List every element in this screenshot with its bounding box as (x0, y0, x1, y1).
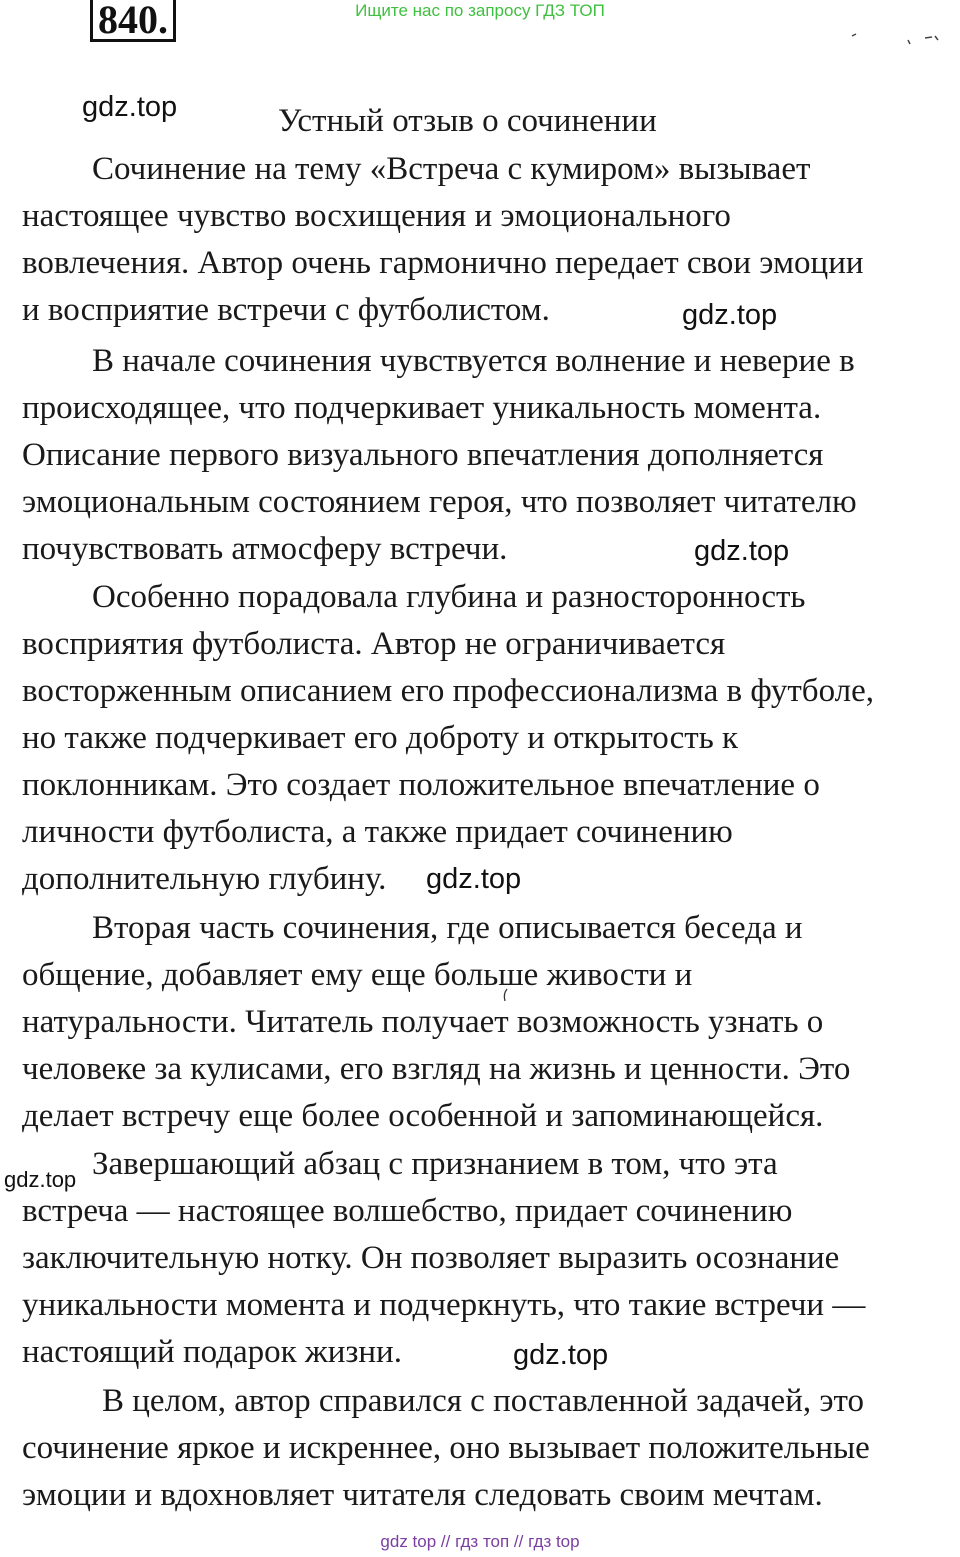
text-line: почувствовать атмосферу встречи. (22, 531, 508, 567)
watermark: gdz.top (426, 863, 522, 895)
text-line: эмоциональным состоянием героя, что позволяет читателю (22, 484, 857, 520)
text-line: Сочинение на тему «Встреча с кумиром» вызывает (92, 151, 811, 187)
watermark: gdz.top (694, 535, 790, 567)
text-line: человеке за кулисами, его взгляд на жизнь и ценности. Это (22, 1051, 851, 1087)
text-line: настоящее чувство восхищения и эмоционального (22, 198, 731, 234)
pen-mark-icon (500, 988, 510, 1002)
text-line: восторженным описанием его профессионализма в футболе, (22, 673, 875, 709)
text-line: эмоции и вдохновляет читателя следовать своим мечтам. (22, 1477, 823, 1513)
text-line: уникальности момента и подчеркнуть, что такие встречи — (22, 1287, 866, 1323)
text-line: Вторая часть сочинения, где описывается беседа и (92, 910, 803, 946)
top-banner: Ищите нас по запросу ГДЗ ТОП (355, 1, 605, 20)
text-line: но также подчеркивает его доброту и открытость к (22, 720, 739, 756)
text-line: Особенно порадовала глубина и разносторонность (92, 579, 806, 615)
text-line: В начале сочинения чувствуется волнение и неверие в (92, 343, 855, 379)
watermark: gdz.top (82, 91, 178, 123)
watermark: gdz.top (682, 299, 778, 331)
document-title: Устный отзыв о сочинении (278, 103, 657, 139)
text-line: поклонникам. Это создает положительное впечатление о (22, 767, 820, 803)
text-line: натуральности. Читатель получает возможность узнать о (22, 1004, 824, 1040)
text-line: дополнительную глубину. (22, 861, 387, 897)
text-line: Завершающий абзац с признанием в том, что эта (92, 1146, 778, 1182)
text-line: Описание первого визуального впечатления дополняется (22, 437, 824, 473)
text-line: личности футболиста, а также придает сочинению (22, 814, 733, 850)
text-line: сочинение яркое и искреннее, оно вызывает положительные (22, 1430, 870, 1466)
text-line: и восприятие встречи с футболистом. (22, 292, 550, 328)
text-line: делает встречу еще более особенной и запоминающейся. (22, 1098, 824, 1134)
text-line: вовлечения. Автор очень гармонично передает свои эмоции (22, 245, 864, 281)
text-line: восприятия футболиста. Автор не ограничивается (22, 626, 726, 662)
text-line: общение, добавляет ему еще больше живости и (22, 957, 693, 993)
text-line: В целом, автор справился с поставленной задачей, это (102, 1383, 865, 1419)
text-line: настоящий подарок жизни. (22, 1334, 402, 1370)
text-line: встреча — настоящее волшебство, придает сочинению (22, 1193, 793, 1229)
task-number-box: 840. (90, 0, 176, 42)
stray-marks-icon (850, 26, 950, 46)
watermark: gdz.top (4, 1167, 77, 1192)
text-line: происходящее, что подчеркивает уникальность момента. (22, 390, 822, 426)
footer-links: gdz top // гдз топ // гдз top (380, 1532, 580, 1551)
watermark: gdz.top (513, 1339, 609, 1371)
text-line: заключительную нотку. Он позволяет выразить осознание (22, 1240, 840, 1276)
